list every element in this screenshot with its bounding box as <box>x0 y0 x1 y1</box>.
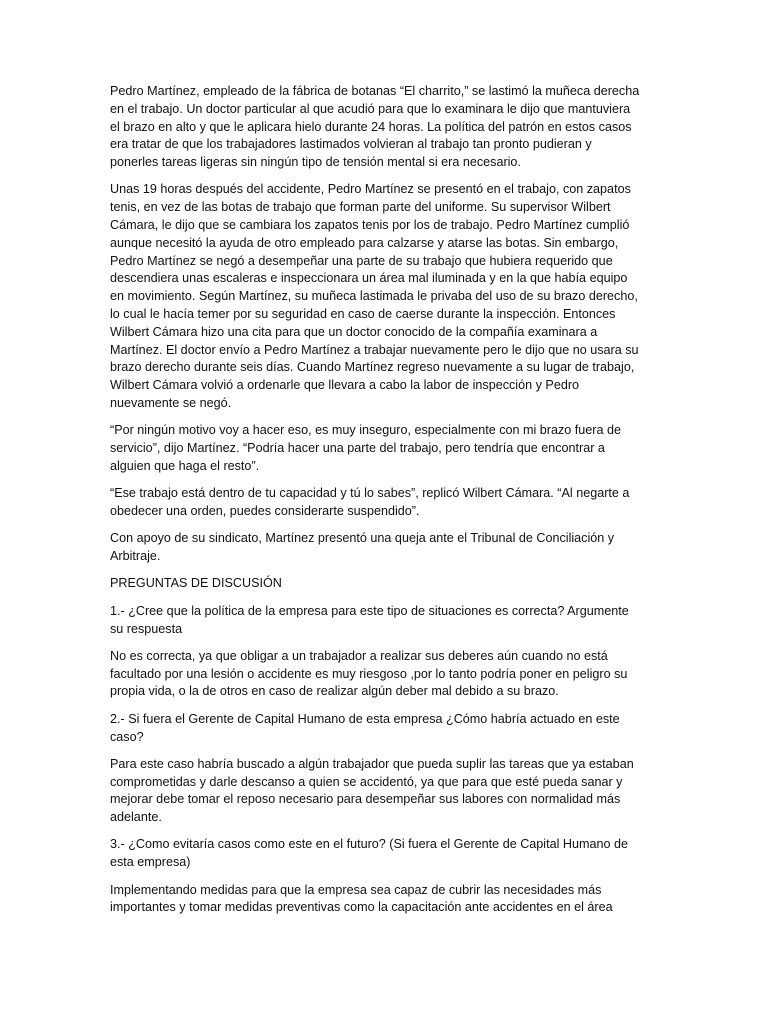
answer-3: Implementando medidas para que la empresa sea capaz de cubrir las necesidades más importantes y tomar medidas preventivas como la capacitación ante accidentes en el área <box>110 882 613 915</box>
section-heading-questions: PREGUNTAS DE DISCUSIÓN <box>110 576 282 591</box>
paragraph-incident: Unas 19 horas después del accidente, Pedro Martínez se presentó en el trabajo, con zapatos tenis, en vez de las botas de trabajo que forman parte del uniforme. Su supervisor Wilbert Cámara, le dijo que se cambiara los zapatos tenis por los de trabajo. Pedro Martínez cumplió aunque necesitó la ayuda de otro empleado para calzarse y atarse las botas. Sin embargo, Pedro Martínez se negó a desempeñar una parte de su trabajo que hubiera requerido que descendiera unas escaleras e inspeccionara un área mal iluminada y en la que había equipo en movimiento. Según Martínez, su muñeca lastimada le privaba del uso de su brazo derecho, lo cual le hacía temer por su seguridad en caso de caerse durante la inspección. Entonces Wilbert Cámara hizo una cita para que un doctor conocido de la compañía examinara a Martínez. El doctor envío a Pedro Martínez a trabajar nuevamente pero le dijo que no usara su brazo derecho durante seis días. Cuando Martínez regreso nuevamente a su lugar de trabajo, Wilbert Cámara volvió a ordenarle que llevara a cabo la labor de inspección y Pedro nuevamente se negó. <box>110 182 639 411</box>
answer-2: Para este caso habría buscado a algún trabajador que pueda suplir las tareas que ya estaban comprometidas y darle descanso a quien se accidentó, ya que para que esté pueda sanar y mejorar debe tomar el reposo necesario para desempeñar sus labores con normalidad más adelante. <box>110 756 634 825</box>
question-2: 2.- Si fuera el Gerente de Capital Humano de esta empresa ¿Cómo habría actuado en este caso? <box>110 711 620 744</box>
question-3: 3.- ¿Como evitaría casos como este en el futuro? (Si fuera el Gerente de Capital Humano de esta empresa) <box>110 837 629 870</box>
paragraph-union-complaint: Con apoyo de su sindicato, Martínez presentó una queja ante el Tribunal de Conciliación y Arbitraje. <box>110 531 615 564</box>
answer-1: No es correcta, ya que obligar a un trabajador a realizar sus deberes aún cuando no está facultado por una lesión o accidente es muy riesgoso ,por lo tanto podría poner en peligro su propia vida, o la de otros en caso de realizar algún deber mal debido a su brazo. <box>110 648 628 699</box>
document-page <box>110 83 640 927</box>
paragraph-camara-reply: “Ese trabajo está dentro de tu capacidad y tú lo sabes”, replicó Wilbert Cámara. “Al negarte a obedecer una orden, puedes considerarte suspendido”. <box>110 486 630 519</box>
paragraph-martinez-quote: “Por ningún motivo voy a hacer eso, es muy inseguro, especialmente con mi brazo fuera de servicio”, dijo Martínez. “Podría hacer una parte del trabajo, pero tendría que encontrar a alguien que haga el resto”. <box>110 423 622 473</box>
question-1: 1.- ¿Cree que la política de la empresa para este tipo de situaciones es correcta? Argumente su respuesta <box>110 603 629 636</box>
paragraph-intro: Pedro Martínez, empleado de la fábrica de botanas “El charrito,” se lastimó la muñeca derecha en el trabajo. Un doctor particular al que acudió para que lo examinara le dijo que mantuviera el brazo en alto y que le aplicara hielo durante 24 horas. La política del patrón en estos casos era tratar de que los trabajadores lastimados volvieran al trabajo tan pronto pudieran y ponerles tareas ligeras sin ningún tipo de tensión mental si era necesario. <box>110 84 640 170</box>
